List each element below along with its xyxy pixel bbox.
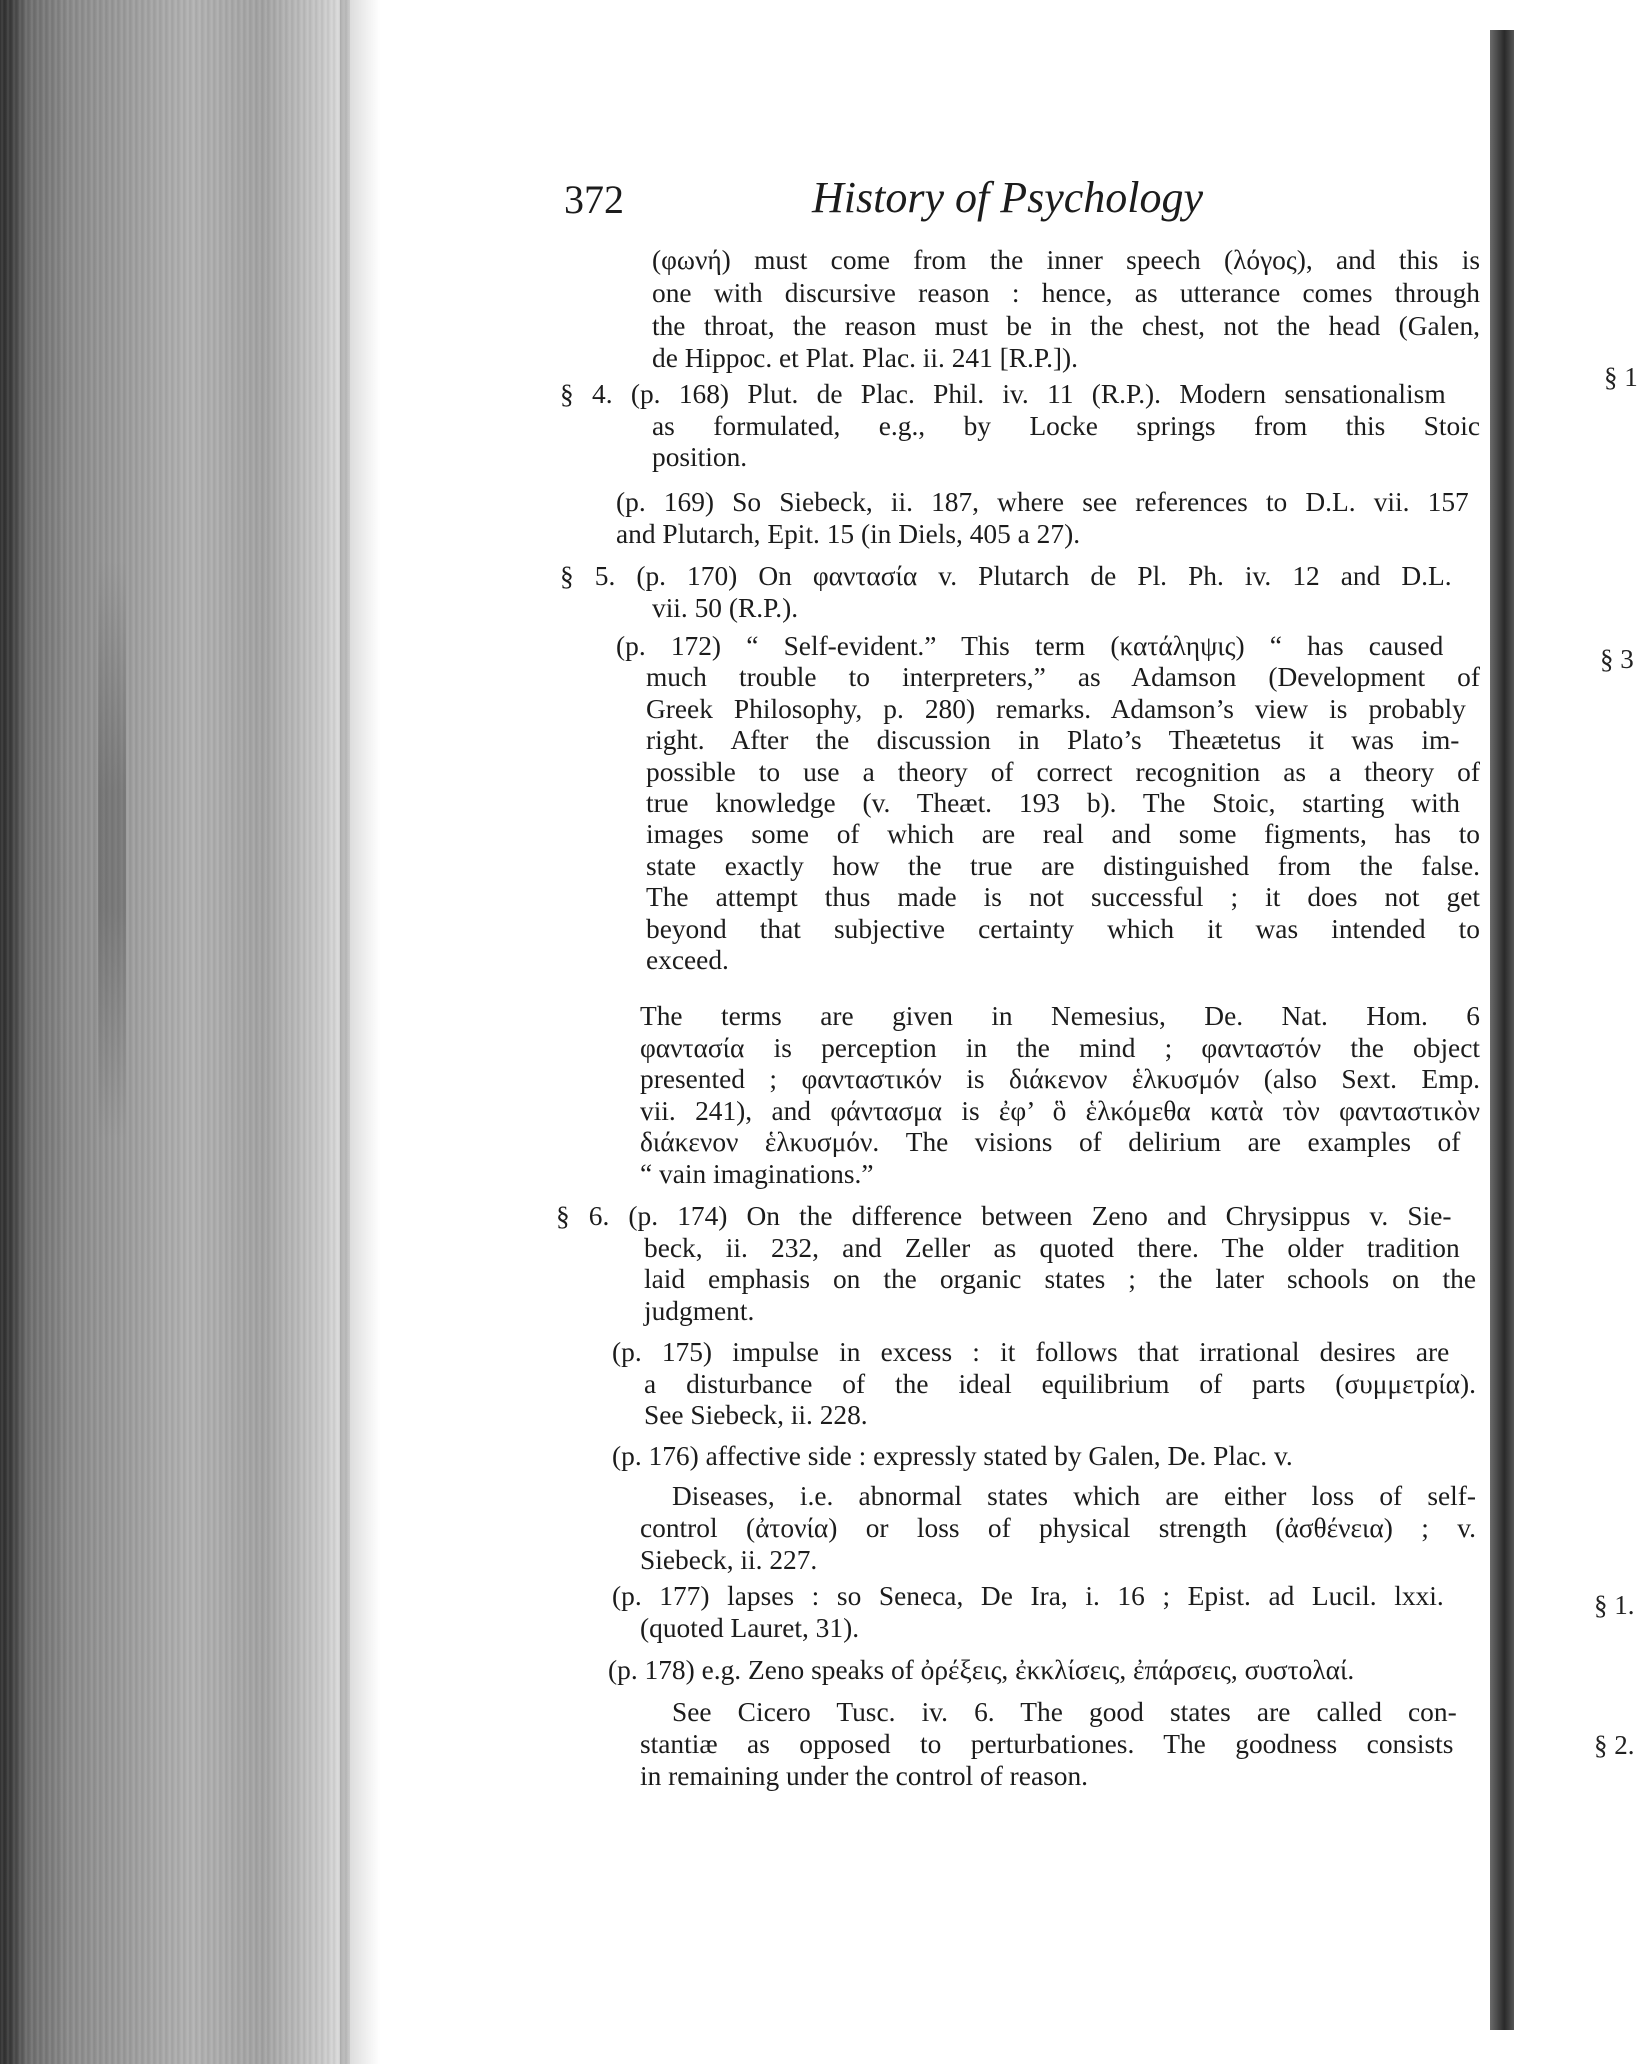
text-line: control (ἀτονία) or loss of physical strength (ἀσθένεια) ; v.: [640, 1513, 1476, 1543]
text-line: “ vain imaginations.”: [640, 1158, 874, 1189]
text-line: § 5. (p. 170) On φαντασία v. Plutarch de Pl. Ph. iv. 12 and D.L.: [560, 561, 1452, 591]
text-line: (φωνή) must come from the inner speech (λόγος), and this is: [652, 245, 1480, 275]
facing-page-mark: § 1: [1604, 362, 1638, 392]
text-line: (p. 172) “ Self-evident.” This term (κατάληψις) “ has caused: [616, 631, 1444, 661]
text-line: stantiæ as opposed to perturbationes. The goodness consists: [640, 1728, 1454, 1759]
text-line: φαντασία is perception in the mind ; φανταστόν the object: [640, 1032, 1480, 1063]
text-line: vii. 241), and φάντασμα is ἐφ’ ὃ ἑλκόμεθα κατὰ τὸν φανταστικὸν: [640, 1095, 1480, 1126]
text-line: possible to use a theory of correct recognition as a theory of: [646, 756, 1480, 787]
text-line: See Siebeck, ii. 228.: [644, 1400, 868, 1431]
facing-page-mark: § 3: [1600, 644, 1634, 674]
text-line: laid emphasis on the organic states ; the later schools on the: [644, 1264, 1476, 1295]
text-line: judgment.: [644, 1295, 755, 1326]
text-line: images some of which are real and some figments, has to: [646, 819, 1480, 850]
text-line: (p. 178) e.g. Zeno speaks of ὀρέξεις, ἐκκλίσεις, ἐπάρσεις, συστολαί.: [608, 1655, 1355, 1685]
page-number: 372: [564, 177, 624, 222]
facing-page-mark: § 2.: [1594, 1730, 1635, 1760]
text-line: as formulated, e.g., by Locke springs from this Stoic: [652, 410, 1480, 441]
text-line: § 4. (p. 168) Plut. de Plac. Phil. iv. 11 (R.P.). Modern sensationalism: [560, 379, 1446, 409]
book-gutter: [1490, 30, 1514, 2030]
text-line: much trouble to interpreters,” as Adamson (Development of: [646, 662, 1480, 693]
text-line: beck, ii. 232, and Zeller as quoted there. The older tradition: [644, 1232, 1460, 1263]
text-line: and Plutarch, Epit. 15 (in Diels, 405 a 27).: [616, 518, 1081, 549]
text-line: a disturbance of the ideal equilibrium of parts (συμμετρία).: [644, 1368, 1476, 1399]
text-line: (p. 169) So Siebeck, ii. 187, where see references to D.L. vii. 157: [616, 487, 1469, 517]
text-line: vii. 50 (R.P.).: [652, 592, 799, 623]
text-line: (p. 176) affective side : expressly stated by Galen, De. Plac. v.: [612, 1441, 1293, 1471]
text-line: διάκενον ἑλκυσμόν. The visions of delirium are examples of: [640, 1127, 1461, 1157]
text-line: (p. 177) lapses : so Seneca, De Ira, i. 16 ; Epist. ad Lucil. lxxi.: [612, 1581, 1444, 1611]
text-line: beyond that subjective certainty which it was intended to: [646, 913, 1480, 944]
facing-page-mark: § 1.: [1594, 1590, 1635, 1620]
book-page-edges: [0, 0, 350, 2064]
text-line: The attempt thus made is not successful ; it does not get: [646, 882, 1480, 913]
text-line: Diseases, i.e. abnormal states which are either loss of self-: [672, 1481, 1476, 1511]
text-line: one with discursive reason : hence, as utterance comes through: [652, 277, 1480, 308]
text-line: right. After the discussion in Plato’s Theætetus it was im-: [646, 725, 1460, 756]
text-line: The terms are given in Nemesius, De. Nat. Hom. 6: [640, 1001, 1480, 1031]
text-line: position.: [652, 442, 748, 473]
text-line: (quoted Lauret, 31).: [640, 1613, 860, 1643]
text-line: Siebeck, ii. 227.: [640, 1545, 818, 1575]
page-shadow: [340, 0, 380, 2064]
text-line: § 6. (p. 174) On the difference between Zeno and Chrysippus v. Sie-: [556, 1201, 1452, 1231]
text-line: state exactly how the true are distinguished from the false.: [646, 850, 1480, 881]
edge-marking: [98, 560, 126, 1140]
text-line: See Cicero Tusc. iv. 6. The good states are called con-: [672, 1697, 1457, 1727]
text-line: true knowledge (v. Theæt. 193 b). The Stoic, starting with: [646, 788, 1460, 818]
text-line: the throat, the reason must be in the chest, not the head (Galen,: [652, 310, 1480, 341]
text-line: in remaining under the control of reason.: [640, 1760, 1088, 1791]
text-line: exceed.: [646, 945, 729, 975]
running-title: History of Psychology: [812, 173, 1204, 222]
text-line: presented ; φανταστικόν is διάκενον ἑλκυσμόν (also Sext. Emp.: [640, 1064, 1480, 1094]
text-line: Greek Philosophy, p. 280) remarks. Adamson’s view is probably: [646, 693, 1466, 724]
text-line: (p. 175) impulse in excess : it follows that irrational desires are: [612, 1337, 1450, 1367]
text-line: de Hippoc. et Plat. Plac. ii. 241 [R.P.]).: [652, 343, 1079, 374]
